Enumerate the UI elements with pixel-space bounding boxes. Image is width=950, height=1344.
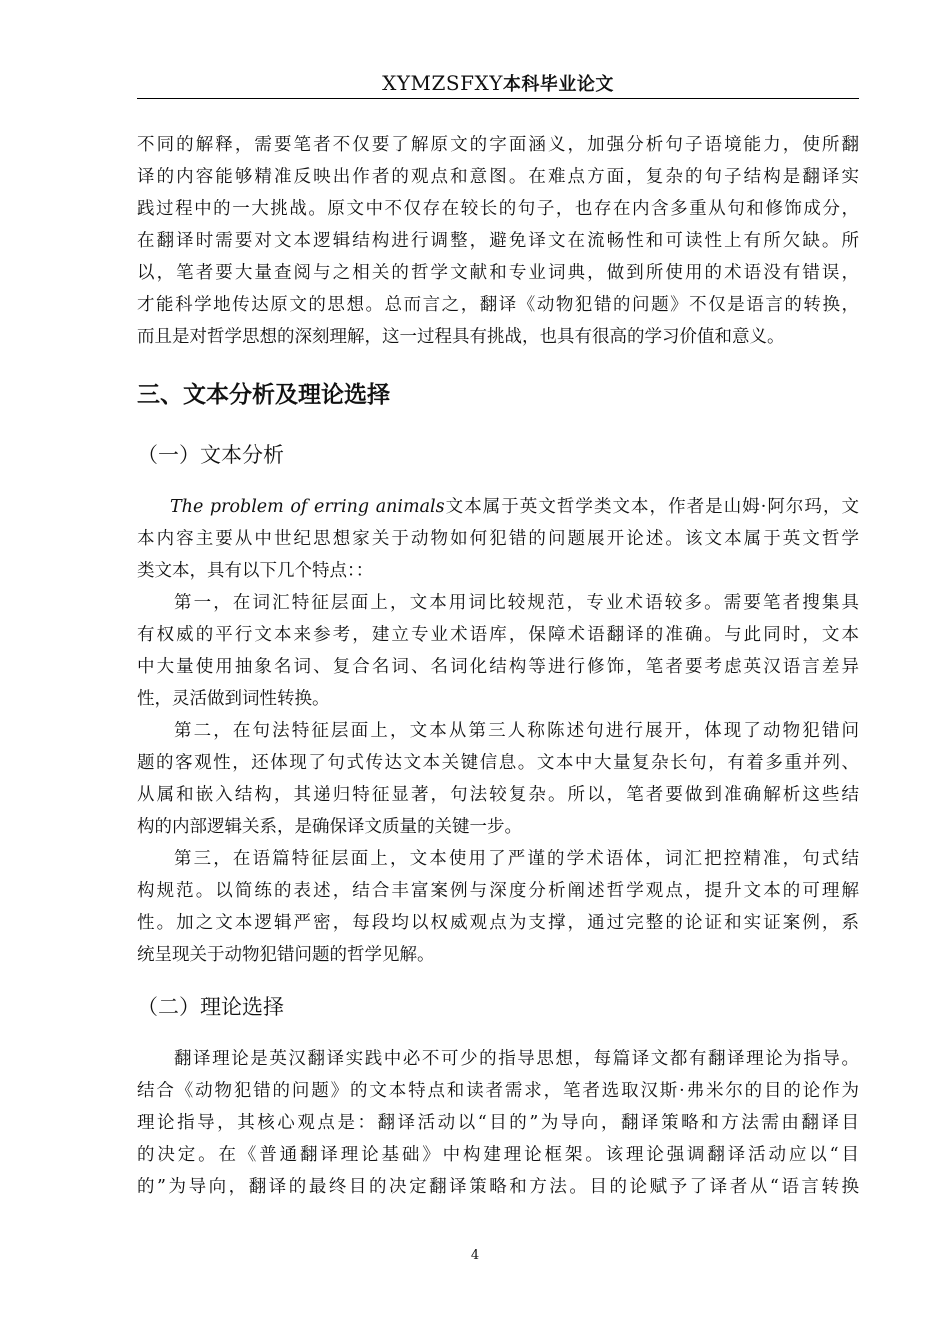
text-line: 构规范。以简练的表述，结合丰富案例与深度分析阐述哲学观点，提升文本的可理解 <box>137 881 859 901</box>
text-line: 统呈现关于动物犯错问题的哲学见解。 <box>137 945 435 965</box>
text-line: 有权威的平行文本来参考，建立专业术语库，保障术语翻译的准确。与此同时，文本 <box>137 625 859 645</box>
text-line: 类文本，具有以下几个特点：： <box>137 561 374 581</box>
text-line: 题的客观性，还体现了句式传达文本关键信息。文本中大量复杂长句，有着多重并列、 <box>137 753 859 773</box>
text-line: 在翻译时需要对文本逻辑结构进行调整，避免译文在流畅性和可读性上有所欠缺。所 <box>137 231 859 251</box>
text-line: 构的内部逻辑关系，是确保译文质量的关键一步。 <box>137 817 522 837</box>
text-line: 理论指导，其核心观点是：翻译活动以“目的”为导向，翻译策略和方法需由翻译目 <box>137 1113 859 1133</box>
text-line: 而且是对哲学思想的深刻理解，这一过程具有挑战，也具有很高的学习价值和意义。 <box>137 327 785 347</box>
source-title: The problem of erring animals <box>170 497 445 517</box>
text-line: 不同的解释，需要笔者不仅要了解原文的字面涵义，加强分析句子语境能力，使所翻 <box>137 135 859 155</box>
subsection-heading: （二）理论选择 <box>137 995 284 1019</box>
page-number: 4 <box>470 1248 480 1263</box>
text-line: 以，笔者要大量查阅与之相关的哲学文献和专业词典，做到所使用的术语没有错误， <box>137 263 859 283</box>
text-line: The problem of erring animals文本属于英文哲学类文本，作者是山姆·阿尔玛，文 <box>170 497 859 517</box>
text-line: 的决定。在《普通翻译理论基础》中构建理论框架。该理论强调翻译活动应以“目 <box>137 1145 859 1165</box>
text-line: 本内容主要从中世纪思想家关于动物如何犯错的问题展开论述。该文本属于英文哲学 <box>137 529 859 549</box>
text-line: 从属和嵌入结构，其递归特征显著，句法较复杂。所以，笔者要做到准确解析这些结 <box>137 785 859 805</box>
text-line: 才能科学地传达原文的思想。总而言之，翻译《动物犯错的问题》不仅是语言的转换， <box>137 295 859 315</box>
section-heading: 三、文本分析及理论选择 <box>137 382 390 408</box>
text-line: 第一，在词汇特征层面上，文本用词比较规范，专业术语较多。需要笔者搜集具 <box>174 593 859 613</box>
header-title: 本科毕业论文 <box>502 74 614 95</box>
text-line: 第三，在语篇特征层面上，文本使用了严谨的学术语体，词汇把控精准，句式结 <box>174 849 859 869</box>
text-line: 性，灵活做到词性转换。 <box>137 689 330 709</box>
text-line: 的”为导向，翻译的最终目的决定翻译策略和方法。目的论赋予了译者从“语言转换 <box>137 1177 859 1197</box>
text-line: 译的内容能够精准反映出作者的观点和意图。在难点方面，复杂的句子结构是翻译实 <box>137 167 859 187</box>
text-line: 践过程中的一大挑战。原文中不仅存在较长的句子，也存在内含多重从句和修饰成分， <box>137 199 859 219</box>
header-latin: XYMZSFXY <box>382 71 503 95</box>
text-line: 结合《动物犯错的问题》的文本特点和读者需求，笔者选取汉斯·弗米尔的目的论作为 <box>137 1081 859 1101</box>
text-line: 中大量使用抽象名词、复合名词、名词化结构等进行修饰，笔者要考虑英汉语言差异 <box>137 657 859 677</box>
page-header <box>137 68 859 99</box>
text-line: 翻译理论是英汉翻译实践中必不可少的指导思想，每篇译文都有翻译理论为指导。 <box>174 1049 859 1069</box>
text-line: 第二，在句法特征层面上，文本从第三人称陈述句进行展开，体现了动物犯错问 <box>174 721 859 741</box>
subsection-heading: （一）文本分析 <box>137 443 284 467</box>
text-line: 性。加之文本逻辑严密，每段均以权威观点为支撑，通过完整的论证和实证案例，系 <box>137 913 859 933</box>
